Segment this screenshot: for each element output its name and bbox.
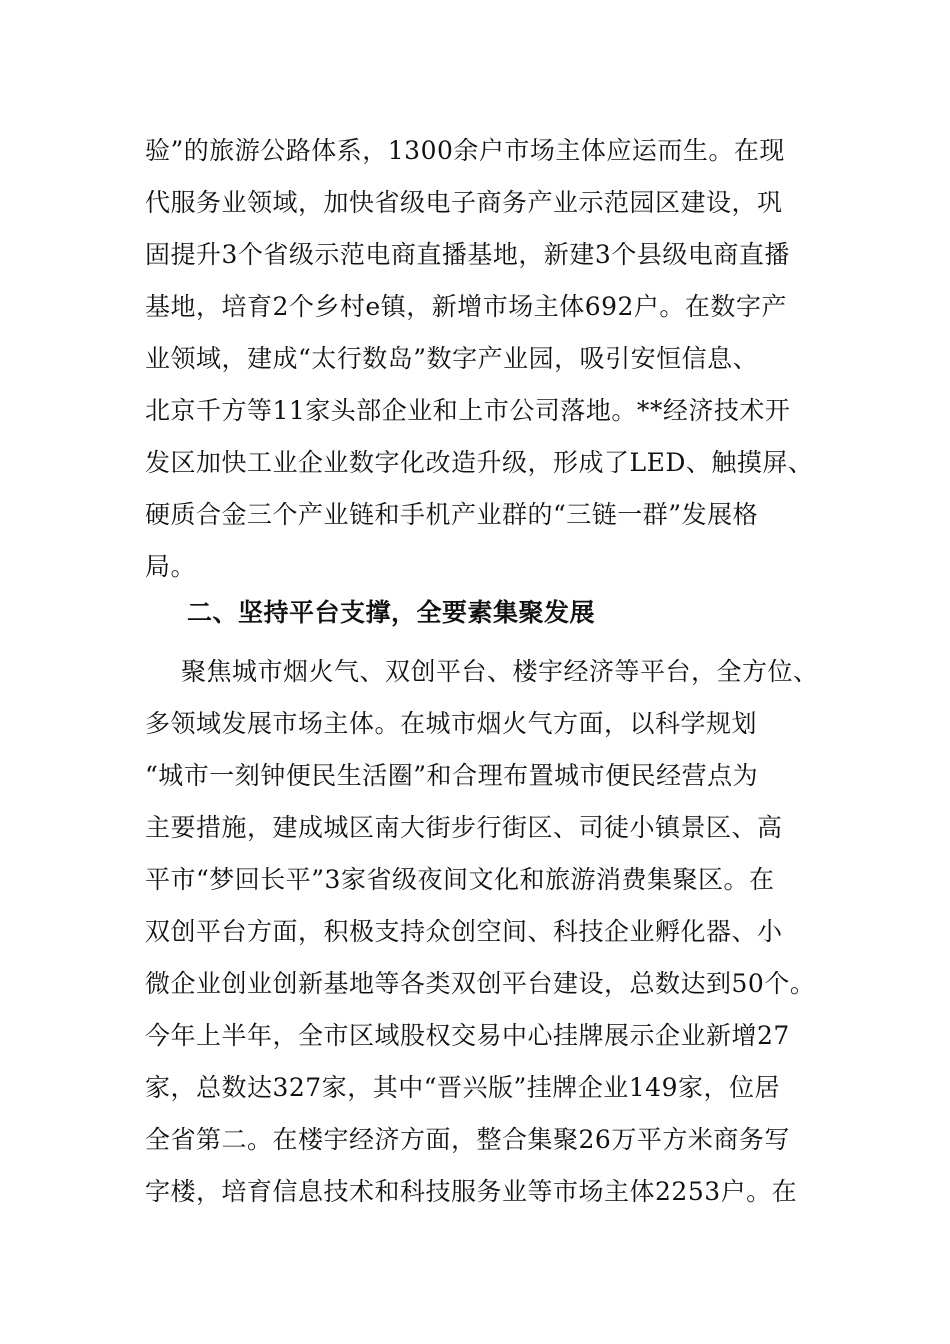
paragraph-platform-support bbox=[145, 646, 825, 1218]
text-line: 北京千方等11家头部企业和上市公司落地。**经济技术开 bbox=[145, 396, 791, 425]
text-line: 代服务业领域，加快省级电子商务产业示范园区建设，巩 bbox=[145, 188, 783, 217]
text-line: 业领域，建成“太行数岛”数字产业园，吸引安恒信息、 bbox=[145, 344, 759, 373]
text-line: 固提升3个省级示范电商直播基地，新建3个县级电商直播 bbox=[145, 240, 790, 269]
text-line: 今年上半年，全市区域股权交易中心挂牌展示企业新增27 bbox=[145, 1021, 790, 1050]
paragraph-continuation bbox=[145, 125, 825, 593]
text-line: “城市一刻钟便民生活圈”和合理布置城市便民经营点为 bbox=[145, 761, 759, 790]
text-line: 双创平台方面，积极支持众创空间、科技企业孵化器、小 bbox=[145, 917, 783, 946]
section-heading: 二、坚持平台支撑，全要素集聚发展 bbox=[187, 598, 596, 627]
text-line: 微企业创业创新基地等各类双创平台建设，总数达到50个。 bbox=[145, 969, 816, 998]
text-line: 聚焦城市烟火气、双创平台、楼宇经济等平台，全方位、 bbox=[181, 657, 819, 686]
text-line: 家，总数达327家，其中“晋兴版”挂牌企业149家，位居 bbox=[145, 1073, 780, 1102]
text-line: 全省第二。在楼宇经济方面，整合集聚26万平方米商务写 bbox=[145, 1125, 790, 1154]
text-line: 验”的旅游公路体系，1300余户市场主体应运而生。在现 bbox=[145, 136, 785, 165]
text-line: 硬质合金三个产业链和手机产业群的“三链一群”发展格 bbox=[145, 500, 759, 529]
text-line: 主要措施，建成城区南大街步行街区、司徒小镇景区、高 bbox=[145, 813, 783, 842]
text-line: 字楼，培育信息技术和科技服务业等市场主体2253户。在 bbox=[145, 1177, 798, 1206]
text-line: 局。 bbox=[145, 552, 197, 581]
text-line: 基地，培育2个乡村e镇，新增市场主体692户。在数字产 bbox=[145, 292, 787, 321]
text-line: 发区加快工业企业数字化改造升级，形成了LED、触摸屏、 bbox=[145, 448, 814, 477]
text-line: 平市“梦回长平”3家省级夜间文化和旅游消费集聚区。在 bbox=[145, 865, 775, 894]
text-line: 多领域发展市场主体。在城市烟火气方面，以科学规划 bbox=[145, 709, 758, 738]
